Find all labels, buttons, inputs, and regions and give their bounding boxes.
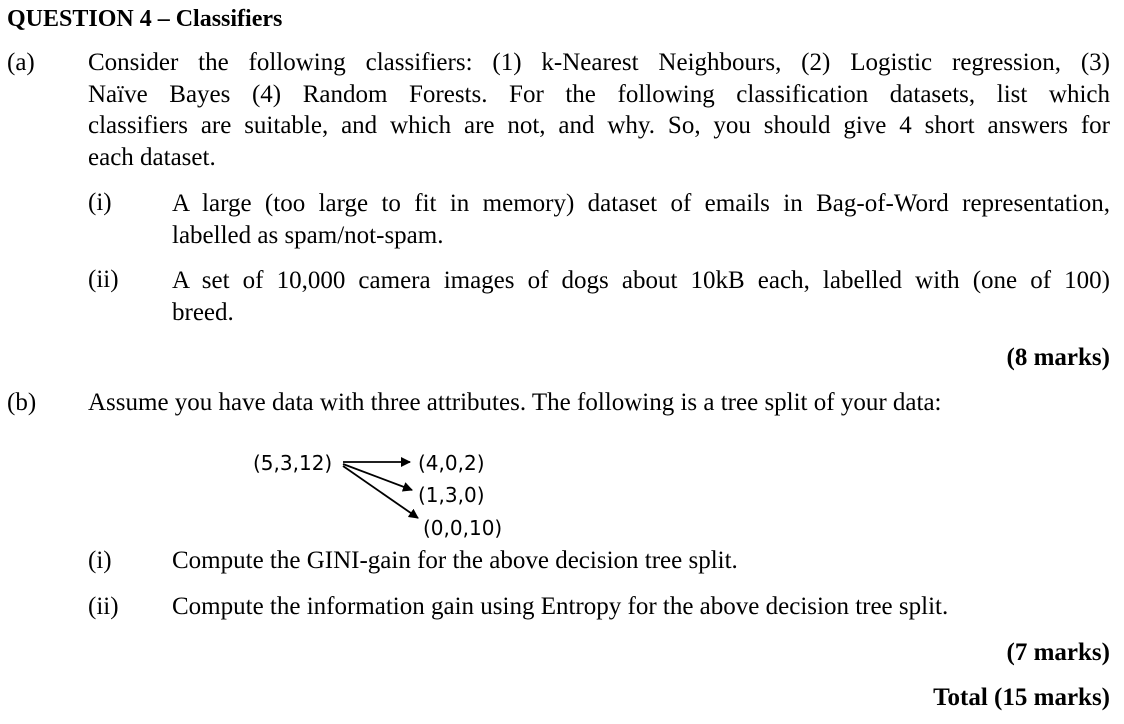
tree-child-node: (4,0,2) bbox=[418, 451, 485, 475]
part-b-item-ii-label: (ii) bbox=[88, 593, 119, 620]
part-a-label: (a) bbox=[7, 49, 35, 76]
part-b-item-i-label: (i) bbox=[88, 547, 112, 574]
tree-child-node: (1,3,0) bbox=[418, 483, 485, 507]
total-marks: Total (15 marks) bbox=[933, 684, 1110, 711]
part-b-label: (b) bbox=[7, 389, 37, 416]
tree-split-arrow bbox=[343, 466, 418, 518]
part-b-marks: (7 marks) bbox=[1006, 639, 1110, 666]
part-a-item-ii-label: (ii) bbox=[88, 266, 119, 293]
part-a-intro-line: Naïve Bayes (4) Random Forests. For the following classification datasets, list which bbox=[88, 80, 1110, 108]
part-a-intro-line: classifiers are suitable, and which are not, and why. So, you should give 4 short answers for bbox=[88, 112, 1110, 139]
part-a-item-i-text bbox=[172, 188, 1110, 251]
part-a-item-i-line: labelled as spam/not-spam. bbox=[172, 221, 444, 249]
tree-split-diagram bbox=[240, 442, 520, 542]
question-heading: QUESTION 4 – Classifiers bbox=[7, 6, 283, 32]
part-b-item-ii-text: Compute the information gain using Entropy for the above decision tree split. bbox=[172, 593, 949, 620]
part-a-intro-line: Consider the following classifiers: (1) k-Nearest Neighbours, (2) Logistic regression, (3) bbox=[88, 49, 1110, 76]
tree-child-node: (0,0,10) bbox=[423, 516, 503, 540]
tree-split-arrow bbox=[343, 464, 412, 490]
part-a-intro bbox=[88, 47, 1110, 173]
part-a-item-ii-line: A set of 10,000 camera images of dogs about 10kB each, labelled with (one of 100) bbox=[172, 267, 1110, 294]
part-a-item-i-label: (i) bbox=[88, 189, 112, 216]
part-a-item-ii-line: breed. bbox=[172, 298, 234, 326]
part-a-intro-line: each dataset. bbox=[88, 143, 216, 171]
part-b-intro: Assume you have data with three attributes. The following is a tree split of your data: bbox=[88, 389, 942, 416]
tree-root-node: (5,3,12) bbox=[253, 451, 333, 475]
part-a-marks: (8 marks) bbox=[1006, 344, 1110, 371]
part-a-item-ii-text bbox=[172, 265, 1110, 328]
part-a-item-i-line: A large (too large to fit in memory) dataset of emails in Bag-of-Word representation, bbox=[172, 190, 1110, 217]
part-b-item-i-text: Compute the GINI-gain for the above decision tree split. bbox=[172, 547, 738, 574]
